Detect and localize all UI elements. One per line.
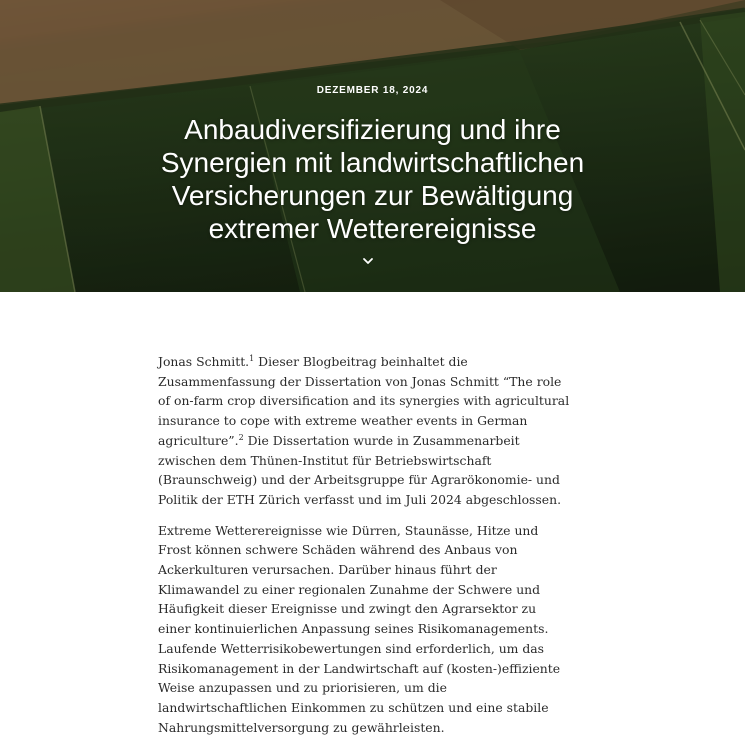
intro-text-a: Dieser Blogbeitrag beinhaltet die Zusammenfassung der Dissertation von Jonas Schmitt “The role of on-farm crop diversification and its synergies with agricultural insurance to cope with extreme weather events in German agriculture”. — [158, 354, 570, 448]
article-body — [158, 352, 572, 748]
post-date: DEZEMBER 18, 2024 — [316, 85, 429, 96]
article-paragraph-intro — [158, 352, 572, 510]
intro-text-b: Die Dissertation wurde in Zusammenarbeit zwischen dem Thünen-Institut für Betriebswirtschaft (Braunschweig) und der Arbeitsgruppe für Agrarökonomie- und Politik der ETH Zürich verfasst und im Juli 2024 abgeschlossen. — [158, 432, 562, 507]
footnote-ref-1[interactable]: 1 — [249, 354, 255, 363]
chevron-down-icon[interactable] — [361, 254, 375, 268]
author-name: Jonas Schmitt. — [158, 354, 250, 369]
post-title: Anbaudiversifizierung und ihre Synergien mit landwirtschaftlichen Versicherungen zur Bewältigung extremer Wetterereignisse — [160, 114, 585, 244]
hero-content — [0, 0, 745, 292]
hero-banner — [0, 0, 745, 292]
footnote-ref-2[interactable]: 2 — [238, 432, 244, 442]
article-paragraph-2: Extreme Wetterereignisse wie Dürren, Staunässe, Hitze und Frost können schwere Schäden während des Anbaus von Ackerkulturen verursachen. Darüber hinaus führt der Klimawandel zu einer regionalen Zunahme der Schwere und Häufigkeit dieser Ereignisse und zwingt den Agrarsektor zu einer kontinuierlichen Anpassung seines Risikomanagements. Laufende Wetterrisikobewertungen sind erforderlich, um das Risikomanagement in der Landwirtschaft auf (kosten-)effiziente Weise anzupassen und zu priorisieren, um die landwirtschaftlichen Einkommen zu schützen und eine stabile Nahrungsmittelversorgung zu gewährleisten. — [158, 522, 561, 735]
